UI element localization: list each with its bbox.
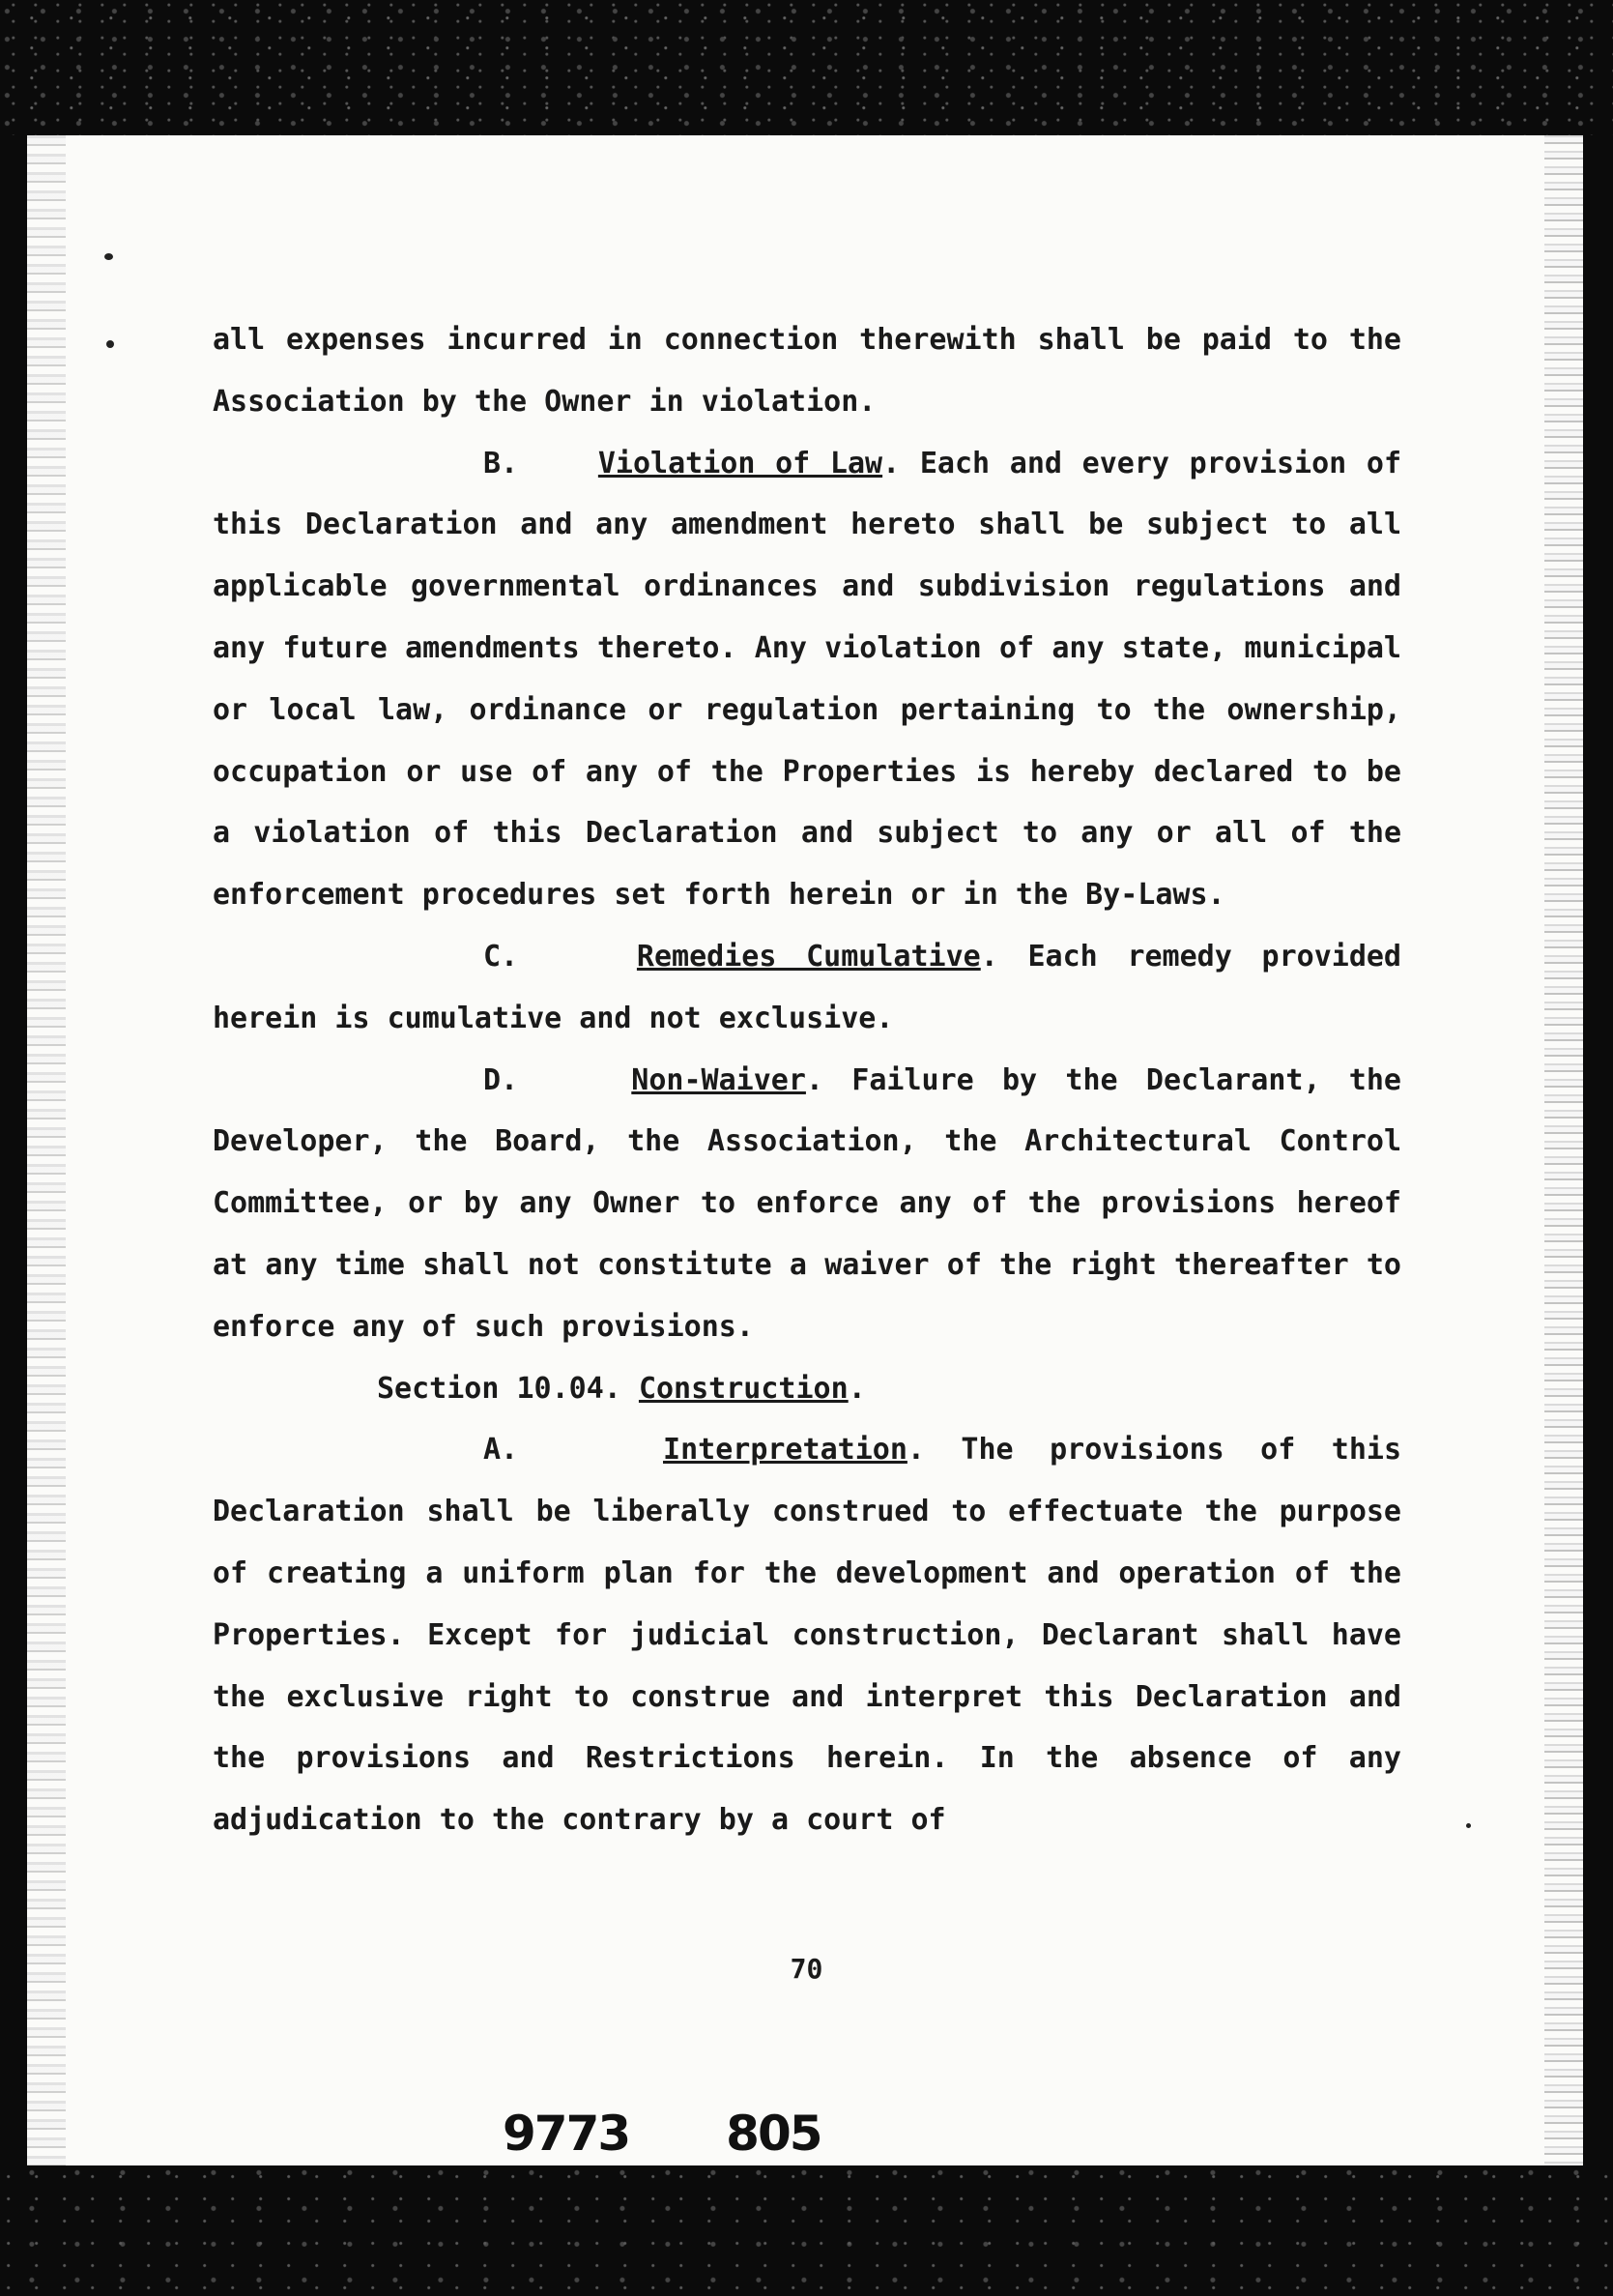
item-letter: C. (483, 939, 519, 974)
item-heading: Non-Waiver (631, 1062, 806, 1097)
paragraph-continuation: all expenses incurred in connection therewith shall be paid to the Association by the Owner in violation. (213, 323, 1401, 419)
scan-border-top (0, 0, 1613, 135)
recording-stamp (503, 2106, 870, 2162)
scan-edge-left (27, 135, 66, 2165)
stamp-page-number: 805 (726, 2106, 821, 2162)
scan-edge-right (1544, 135, 1583, 2165)
item-body: . Failure by the Declarant, the Developer, the Board, the Association, the Architectural Control Committee, or by any Owner to enforce any of the provisions hereof at any time shall not constitute a waiver of the right thereafter to enforce any of such provisions. (213, 1062, 1401, 1344)
section-number: Section 10.04. (377, 1371, 621, 1406)
item-letter: D. (483, 1062, 519, 1097)
page-number: 70 (790, 1953, 823, 1985)
paragraph-non-waiver (213, 1050, 1401, 1358)
scan-speck (1466, 1823, 1471, 1828)
paragraph-interpretation (213, 1419, 1401, 1851)
paragraph-violation-of-law (213, 433, 1401, 926)
scan-speck (104, 253, 113, 260)
item-heading: Interpretation (663, 1433, 907, 1468)
item-letter: A. (483, 1433, 519, 1468)
section-title: Construction (638, 1371, 849, 1406)
item-body: . The provisions of this Declaration shall be liberally construed to effectuate the purpose of creating a uniform plan for the development and operation of the Properties. Except for judicial construction, Declarant shall have the exclusive right to construe and interpret this Declaration and the provisions and Restrictions herein. In the absence of any adjudication to the contrary by a court of (213, 1433, 1401, 1838)
scan-border-bottom (0, 2165, 1613, 2296)
item-body: . Each and every provision of this Declaration and any amendment hereto shall be subject to all applicable governmental ordinances and subdivision regulations and any future amendments thereto. Any violation of any state, municipal or local law, ordinance or regulation pertaining to the ownership, occupation or use of any of the Properties is hereby declared to be a violation of this Declaration and subject to any or all of the enforcement procedures set forth herein or in the By-Laws. (213, 446, 1402, 913)
item-heading: Violation of Law (597, 446, 883, 480)
item-body: . Each remedy provided herein is cumulative and not exclusive. (213, 939, 1401, 1035)
stamp-book-number: 9773 (503, 2106, 630, 2162)
item-letter: B. (483, 446, 519, 480)
item-heading: Remedies Cumulative (636, 939, 981, 974)
paragraph-remedies-cumulative (213, 926, 1401, 1050)
section-heading-construction: Section 10.04. Construction. (377, 1371, 866, 1406)
body-text (213, 309, 1401, 1851)
scan-speck (106, 340, 114, 348)
